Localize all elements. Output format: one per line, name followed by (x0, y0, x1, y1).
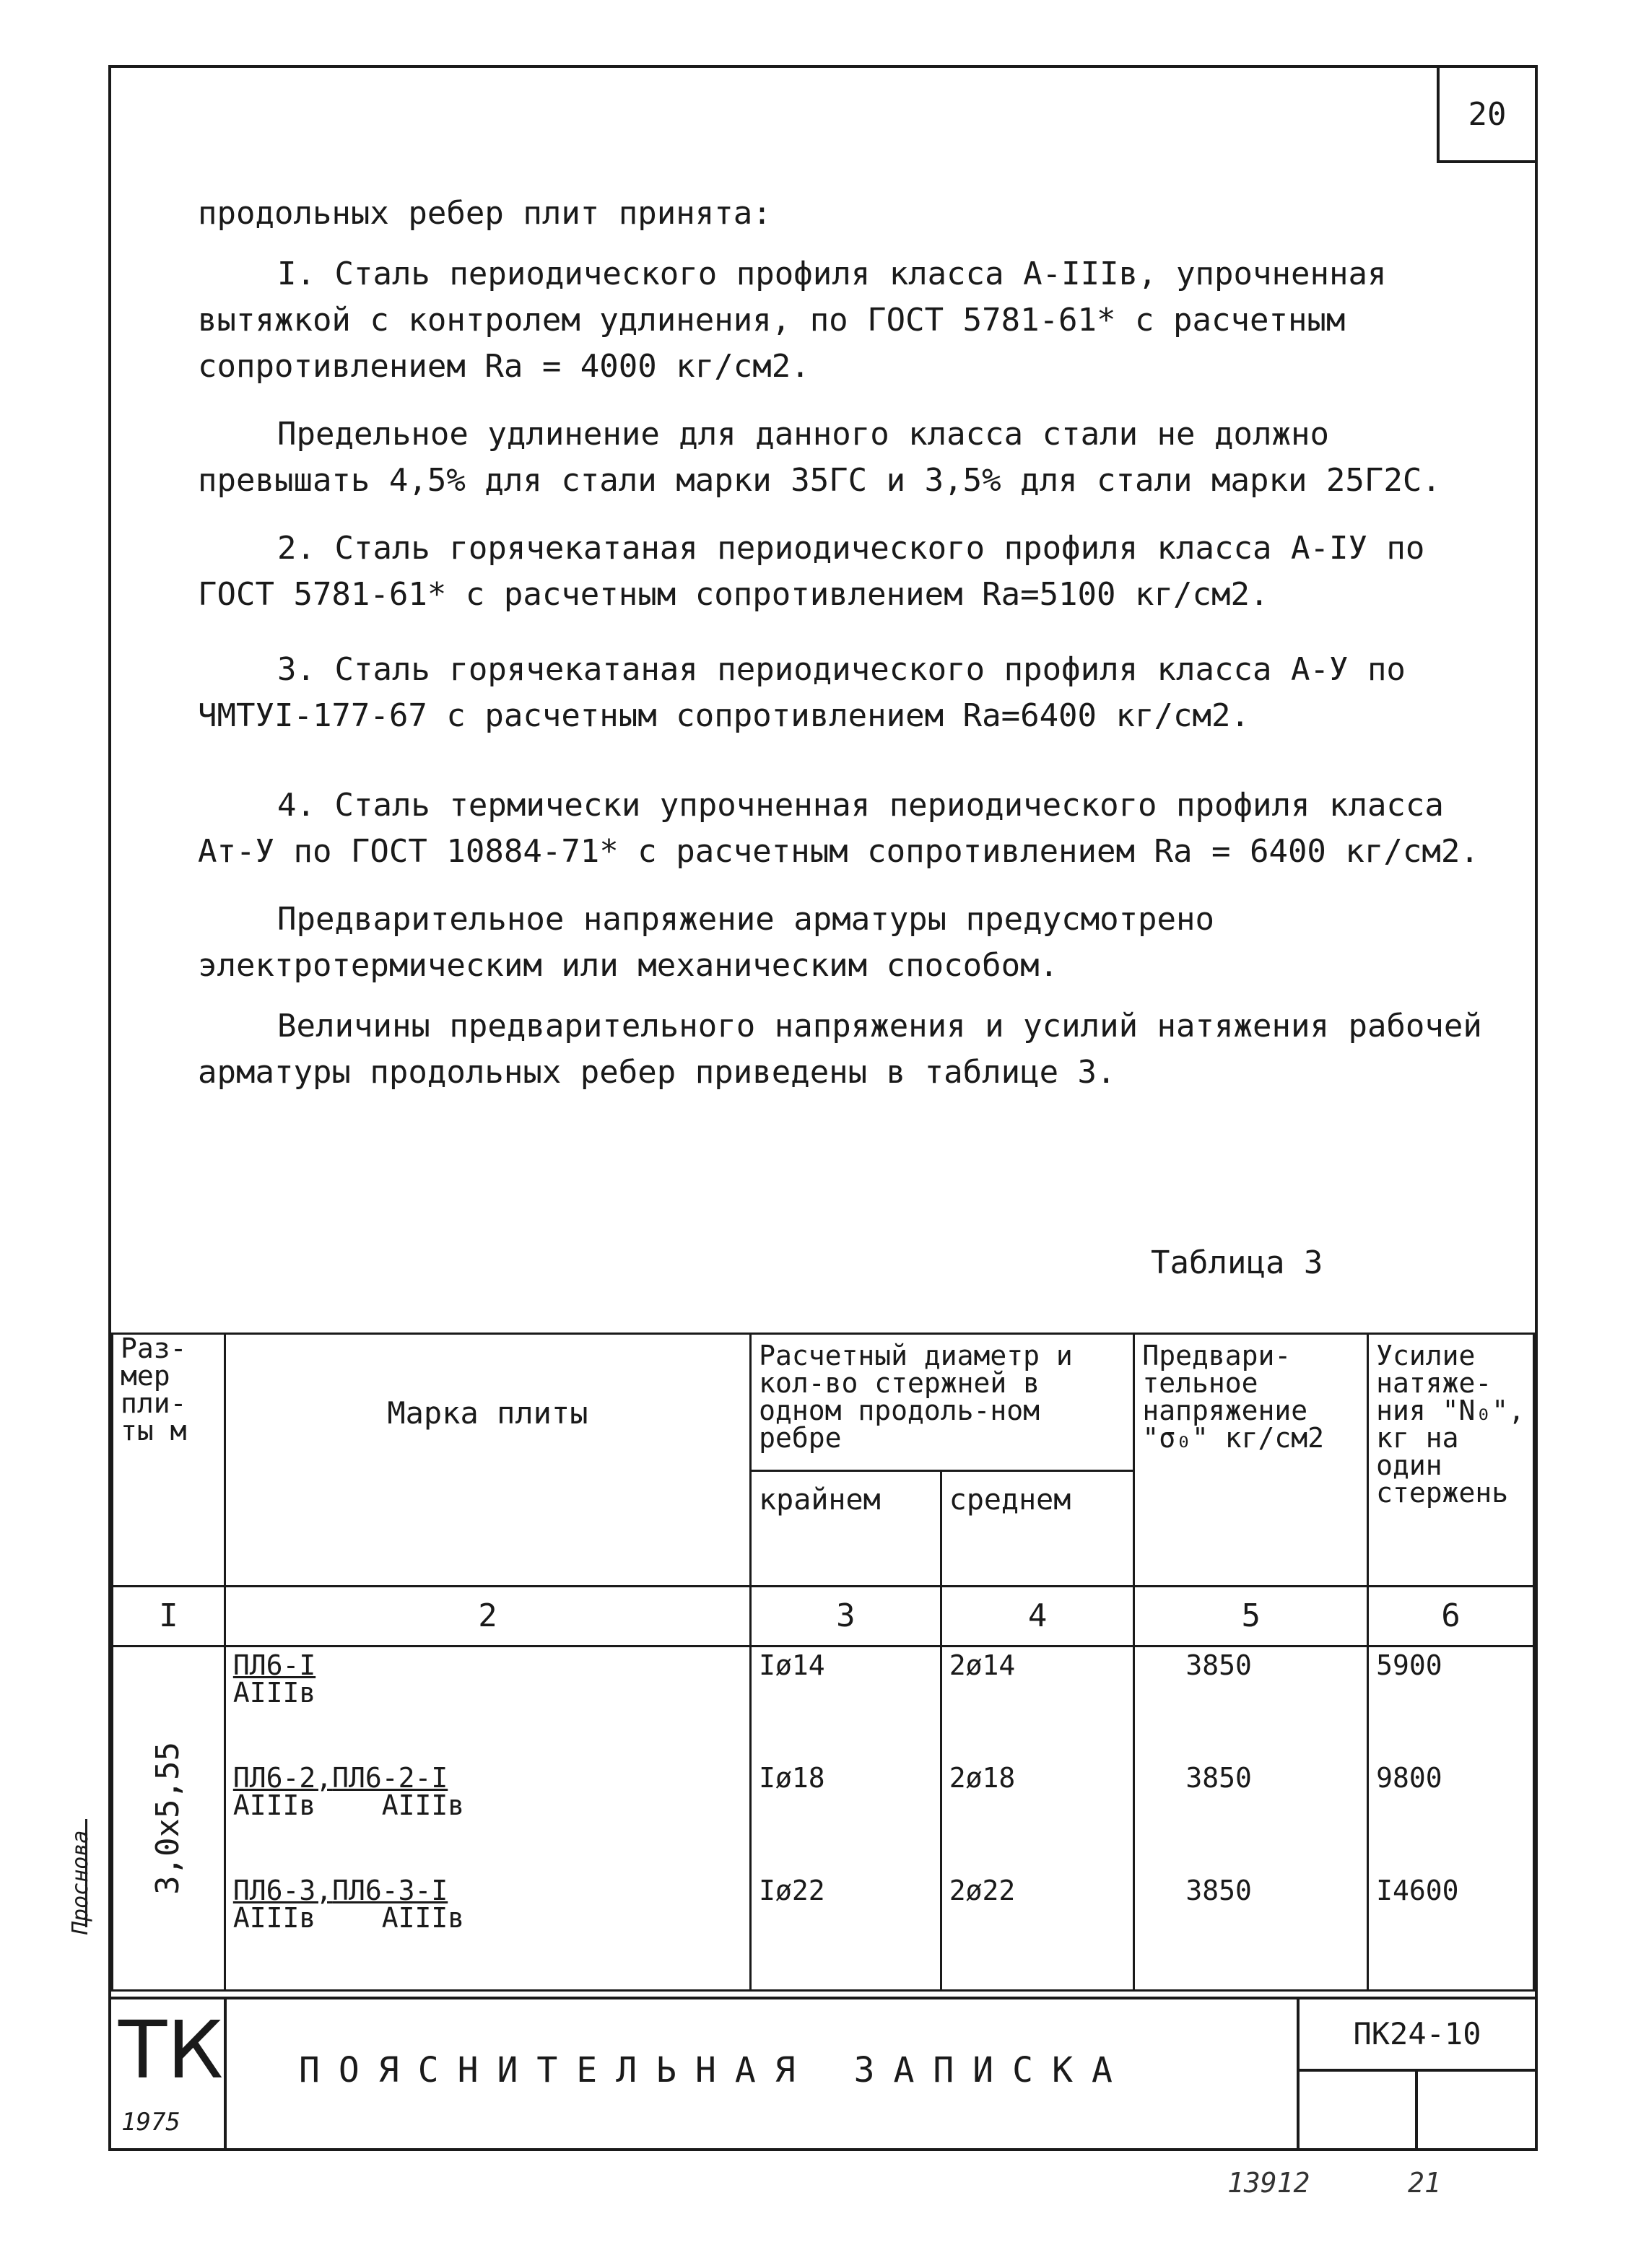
mark-3-class: АIIIв (232, 1902, 316, 1934)
force-value-1: 5900 (1376, 1649, 1442, 1681)
paragraph-prestress-method: Предварительное напряжение арматуры предусмотрено электротермическим или механическим способом. (198, 901, 1215, 984)
stamp-divider (1415, 2072, 1418, 2148)
col-number-5: 5 (1134, 1587, 1368, 1647)
header-middle-rib: среднем (941, 1471, 1134, 1587)
prestress-value-1: 3850 (1185, 1649, 1252, 1681)
mark-2-1: ПЛ6-2-I (332, 1762, 448, 1794)
col-number-6: 6 (1368, 1587, 1534, 1647)
mark-3-1-class: АIIIв (381, 1902, 465, 1934)
col-number-3: 3 (751, 1587, 941, 1647)
paragraph-steel-1: I. Сталь периодического профиля класса А-IIIв, упрочненная вытяжкой с контролем удлинения, по ГОСТ 5781-61* с расчетным сопротивлением Rа = 4000 кг/см2. (198, 256, 1387, 385)
header-mark: Марка плиты (225, 1334, 750, 1587)
stamp-code-block (1297, 1999, 1535, 2148)
paragraph-steel-4: 4. Сталь термически упрочненная периодического профиля класса Ат-У по ГОСТ 10884-71* с расчетным сопротивлением Rа = 6400 кг/см2. (198, 787, 1479, 870)
header-force: Усилие натяже-ния "N₀", кг на один стержень (1368, 1334, 1534, 1587)
plate-size: 3,0х5,55 (149, 1742, 187, 1895)
mark-3-1: ПЛ6-3-I (332, 1875, 448, 1906)
side-margin-note: Проснова (68, 1830, 93, 1935)
edge-value-2: Iø18 (759, 1762, 825, 1794)
mark-2-1-class: АIIIв (381, 1789, 465, 1821)
stamp-title: ПОЯСНИТЕЛЬНАЯ ЗАПИСКА (299, 2050, 1131, 2090)
footer-inventory-number: 13912 (1227, 2167, 1310, 2199)
tk-logo: ТК (118, 2004, 224, 2096)
stamp-year: 1975 (121, 2108, 180, 2137)
prestress-value-2: 3850 (1185, 1762, 1252, 1794)
document-sheet (108, 65, 1538, 2151)
paragraph-table-ref: Величины предварительного напряжения и усилий натяжения рабочей арматуры продольных ребер приведены в таблице 3. (198, 1008, 1482, 1091)
mark-2-class: АIIIв (232, 1789, 316, 1821)
paragraph-steel-2: 2. Сталь горячекатаная периодического профиля класса А-IУ по ГОСТ 5781-61* с расчетным сопротивлением Rа=5100 кг/см2. (198, 530, 1425, 613)
header-edge-rib: крайнем (751, 1471, 941, 1587)
mark-2: ПЛ6-2, (232, 1762, 333, 1794)
middle-cell (941, 1647, 1134, 1991)
mark-cell (225, 1647, 750, 1991)
paragraph-intro: продольных ребер плит принята: (198, 195, 772, 232)
prestress-value-3: 3850 (1185, 1875, 1252, 1906)
prestress-cell (1134, 1647, 1368, 1991)
tk-block (111, 1999, 227, 2148)
footer-sheet-number: 21 (1408, 2167, 1441, 2199)
edge-cell (751, 1647, 941, 1991)
col-number-2: 2 (225, 1587, 750, 1647)
header-prestress: Предвари-тельное напряжение "σ₀" кг/см2 (1134, 1334, 1368, 1587)
paragraph-steel-3: 3. Сталь горячекатаная периодического профиля класса А-У по ЧМТУI-177-67 с расчетным сопротивлением Rа=6400 кг/см2. (198, 651, 1406, 734)
size-cell (113, 1647, 225, 1991)
edge-value-3: Iø22 (759, 1875, 825, 1906)
force-cell (1368, 1647, 1534, 1991)
table-title: Таблица 3 (1151, 1244, 1323, 1281)
page-number: 20 (1437, 65, 1538, 163)
mark-row-2 (233, 1764, 742, 1877)
reinforcement-table (111, 1333, 1535, 1992)
middle-value-3: 2ø22 (949, 1875, 1016, 1906)
col-number-4: 4 (941, 1587, 1134, 1647)
mark-3: ПЛ6-3, (232, 1875, 333, 1906)
mark-row-1 (232, 1649, 742, 1764)
force-value-3: I4600 (1376, 1875, 1459, 1906)
col-number-1: I (113, 1587, 225, 1647)
stamp-code: ПК24-10 (1300, 1999, 1535, 2072)
force-value-2: 9800 (1376, 1762, 1442, 1794)
header-diameter-group: Расчетный диаметр и кол-во стержней в одном продоль-ном ребре (751, 1334, 1134, 1471)
body-text (198, 191, 1483, 1096)
paragraph-elongation: Предельное удлинение для данного класса стали не должно превышать 4,5% для стали марки 35ГС и 3,5% для стали марки 25Г2С. (198, 416, 1441, 499)
mark-row-3 (233, 1877, 742, 1989)
header-size: Раз-мер пли-ты м (113, 1334, 225, 1587)
middle-value-1: 2ø14 (949, 1649, 1016, 1681)
mark-1-class: АIIIв (232, 1677, 316, 1709)
title-block (111, 1997, 1535, 2148)
mark-1: ПЛ6-I (232, 1649, 316, 1681)
edge-value-1: Iø14 (759, 1649, 825, 1681)
middle-value-2: 2ø18 (949, 1762, 1016, 1794)
